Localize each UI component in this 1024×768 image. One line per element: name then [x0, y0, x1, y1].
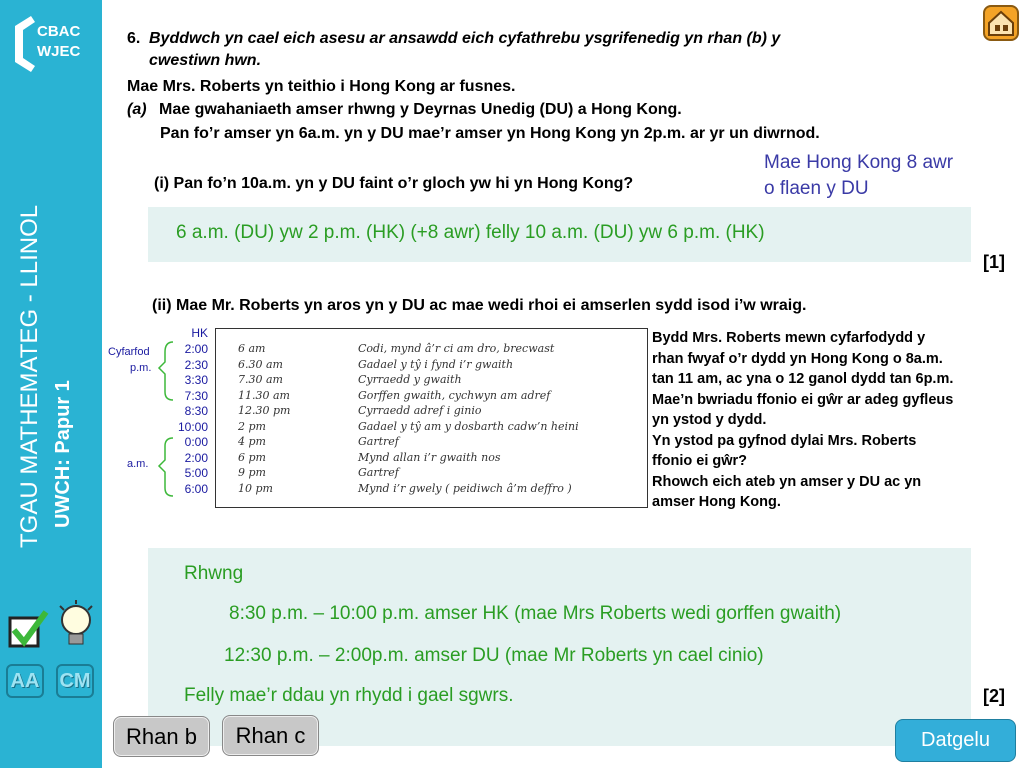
activities-column	[358, 341, 643, 496]
uk-time: 4 pm	[238, 435, 266, 448]
bracket-lines	[155, 340, 175, 500]
sidebar	[0, 0, 102, 768]
part-b-line: amser Hong Kong.	[652, 494, 781, 510]
part-b-line: Yn ystod pa gyfnod dylai Mrs. Roberts	[652, 432, 917, 449]
activity: Mynd i’r gwely ( peidiwch â’m deffro )	[358, 481, 572, 495]
hk-time: 3:30	[184, 373, 208, 387]
hk-time: 2:30	[184, 357, 208, 372]
mark-i: [1]	[983, 252, 1005, 272]
hint-note	[764, 150, 953, 202]
activity: Gorffen gwaith, cychwyn am adref	[358, 388, 551, 402]
uk-time: 2 pm	[238, 419, 266, 433]
question-number: 6.	[127, 30, 141, 47]
activity: Cyrraedd y gwaith	[358, 373, 462, 386]
uk-time: 6 pm	[238, 450, 266, 464]
uk-times-column	[238, 341, 348, 496]
answer-i: 6 a.m. (DU) yw 2 p.m. (HK) (+8 awr) felly 10 a.m. (DU) yw 6 p.m. (HK)	[176, 222, 765, 243]
part-a-label: (a)	[127, 101, 147, 118]
question-i: (i) Pan fo’n 10a.m. yn y DU faint o’r gloch yw hi yn Hong Kong?	[154, 175, 634, 192]
uk-time: 6.30 am	[238, 357, 283, 371]
activity: Gartref	[358, 435, 399, 448]
check-icon[interactable]	[6, 608, 50, 652]
part-a-line2: Pan fo’r amser yn 6a.m. yn y DU mae’r amser yn Hong Kong yn 2p.m. ar yr un diwrnod.	[160, 125, 820, 142]
hk-time: 10:00	[177, 419, 208, 434]
uk-time: 6 am	[238, 342, 266, 355]
sidebar-title: TGAU MATHEMATEG - LLINOL	[16, 204, 43, 548]
question-intro-line2: cwestiwn hwn.	[149, 52, 262, 69]
part-b-text	[652, 328, 1012, 513]
cyfarfod-label: Cyfarfod	[108, 346, 150, 358]
part-b-line: Bydd Mrs. Roberts mewn cyfarfodydd y	[652, 330, 926, 346]
home-button[interactable]	[983, 5, 1019, 41]
lightbulb-icon[interactable]	[56, 598, 96, 654]
activity: Codi, mynd â’r ci am dro, brecwast	[358, 342, 555, 355]
part-b-line: Rhowch eich ateb yn amser y DU ac yn	[652, 473, 922, 490]
cm-icon[interactable]: CM	[56, 664, 94, 698]
am-label: a.m.	[127, 458, 149, 470]
activity: Gartref	[358, 466, 399, 479]
uk-time: 9 pm	[238, 466, 266, 479]
sidebar-subtitle: UWCH: Papur 1	[52, 380, 74, 528]
rhan-c-button[interactable]: Rhan c	[222, 715, 319, 756]
hk-header: HK	[191, 326, 208, 340]
hk-time: 2:00	[184, 342, 208, 356]
schedule-table	[215, 328, 648, 508]
hint-note-line1: Mae Hong Kong 8 awr	[764, 152, 954, 173]
home-icon	[985, 7, 1017, 39]
logo-line1: CBAC	[37, 23, 81, 40]
hk-time: 6:00	[184, 481, 208, 496]
uk-time: 10 pm	[238, 481, 273, 495]
activity: Cyrraedd adref i ginio	[358, 404, 482, 417]
question-ii: (ii) Mae Mr. Roberts yn aros yn y DU ac mae wedi rhoi ei amserlen sydd isod i’w wraig.	[152, 297, 807, 314]
hk-time: 2:00	[184, 450, 208, 465]
mark-ii: [2]	[983, 686, 1005, 706]
hk-time: 7:30	[184, 388, 208, 403]
part-b-line: Mae’n bwriadu ffonio ei gŵr ar adeg gyfleus	[652, 391, 954, 408]
question-intro-line1: Byddwch yn cael eich asesu ar ansawdd eich cyfathrebu ysgrifenedig yn rhan (b) y	[149, 30, 781, 47]
part-b-line: tan 11 am, ac yna o 12 ganol dydd tan 6p.m.	[652, 371, 954, 387]
uk-time: 12.30 pm	[238, 404, 291, 417]
part-a-text: Mae gwahaniaeth amser rhwng y Deyrnas Unedig (DU) a Hong Kong.	[159, 101, 682, 118]
hint-note-line2: o flaen y DU	[764, 178, 869, 199]
rhan-b-button[interactable]: Rhan b	[113, 716, 210, 757]
answer-ii-line1: Rhwng	[184, 563, 244, 584]
activity: Gadael y tŷ am y dosbarth cadw’n heini	[358, 419, 579, 433]
question-context: Mae Mrs. Roberts yn teithio i Hong Kong ar fusnes.	[127, 78, 516, 95]
hk-time: 5:00	[184, 466, 208, 480]
activity: Gadael y tŷ i fynd i’r gwaith	[358, 357, 514, 371]
hk-time: 8:30	[184, 404, 208, 418]
part-b-line: rhan fwyaf o’r dydd yn Hong Kong o 8a.m.	[652, 350, 943, 367]
uk-time: 7.30 am	[238, 373, 283, 386]
answer-ii-line2: 8:30 p.m. – 10:00 p.m. amser HK (mae Mrs Roberts wedi gorffen gwaith)	[229, 603, 842, 624]
pm-label: p.m.	[130, 362, 152, 374]
part-b-line: ffonio ei gŵr?	[652, 453, 748, 469]
activity: Mynd allan i’r gwaith nos	[358, 450, 501, 464]
part-b-line: yn ystod y dydd.	[652, 412, 767, 428]
answer-ii-line3: 12:30 p.m. – 2:00p.m. amser DU (mae Mr Roberts yn cael cinio)	[224, 645, 764, 666]
answer-ii-line4: Felly mae’r ddau yn rhydd i gael sgwrs.	[184, 685, 514, 706]
hk-time: 0:00	[184, 435, 208, 449]
aa-icon[interactable]: AA	[6, 664, 44, 698]
datgelu-button[interactable]: Datgelu	[895, 719, 1016, 762]
logo-line2: WJEC	[37, 43, 81, 60]
uk-time: 11.30 am	[238, 388, 290, 402]
